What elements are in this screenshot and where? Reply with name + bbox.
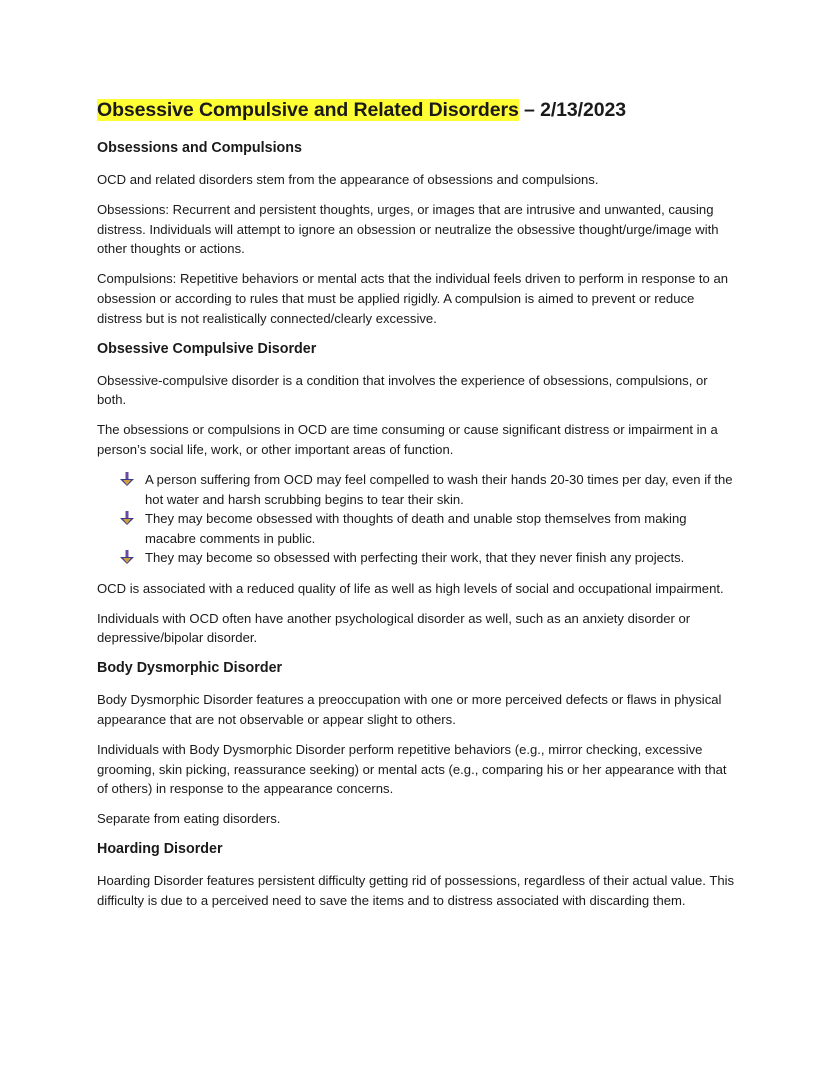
paragraph: OCD is associated with a reduced quality of life as well as high levels of social and occupational impairment. <box>97 580 724 596</box>
down-arrow-icon <box>120 472 134 487</box>
heading-ocd: Obsessive Compulsive Disorder <box>97 340 317 357</box>
paragraph: Hoarding Disorder features persistent difficulty getting rid of possessions, regardless of their actual value. This difficulty is due to a perceived need to save the items and to distress associated with discarding them. <box>97 873 735 908</box>
paragraph: OCD and related disorders stem from the appearance of obsessions and compulsions. <box>97 172 599 187</box>
heading-body-dysmorphic: Body Dysmorphic Disorder <box>97 660 283 677</box>
document-title <box>97 96 737 124</box>
paragraph: The obsessions or compulsions in OCD are time consuming or cause significant distress or impairment in a person’s social life, work, or other important areas of function. <box>97 422 718 457</box>
document-page <box>97 96 737 921</box>
paragraph: Body Dysmorphic Disorder features a preoccupation with one or more perceived defects or flaws in physical appearance that are not observable or appear slight to others. <box>97 692 722 727</box>
heading-hoarding: Hoarding Disorder <box>97 841 223 858</box>
list-item <box>118 548 737 568</box>
list-item-text: A person suffering from OCD may feel compelled to wash their hands 20-30 times per day, even if the hot water and harsh scrubbing begins to tear their skin. <box>145 472 733 507</box>
paragraph: Obsessive-compulsive disorder is a condition that involves the experience of obsessions, compulsions, or both. <box>97 372 708 408</box>
title-highlighted: Obsessive Compulsive and Related Disorders <box>97 99 519 121</box>
list-item <box>118 470 737 509</box>
paragraph: Obsessions: Recurrent and persistent thoughts, urges, or images that are intrusive and unwanted, causing distress. Individuals will attempt to ignore an obsession or neutralize the obsessive thought/urge/image with other thoughts or actions. <box>97 202 719 257</box>
paragraph: Individuals with OCD often have another psychological disorder as well, such as an anxiety disorder or depressive/bipolar disorder. <box>97 610 691 646</box>
paragraph: Individuals with Body Dysmorphic Disorder perform repetitive behaviors (e.g., mirror checking, excessive grooming, skin picking, reassurance seeking) or mental acts (e.g., comparing his or her appearance with that of others) in response to the appearance concerns. <box>97 741 727 797</box>
paragraph: Separate from eating disorders. <box>97 811 281 827</box>
list-item-text: They may become so obsessed with perfecting their work, that they never finish any projects. <box>145 550 685 566</box>
bullet-list <box>97 470 737 568</box>
title-date: – 2/13/2023 <box>518 99 626 121</box>
down-arrow-icon <box>120 511 134 526</box>
down-arrow-icon <box>120 550 134 565</box>
list-item <box>118 509 737 548</box>
list-item-text: They may become obsessed with thoughts of death and unable stop themselves from making macabre comments in public. <box>145 511 687 546</box>
paragraph: Compulsions: Repetitive behaviors or mental acts that the individual feels driven to perform in response to an obsession or according to rules that must be applied rigidly. A compulsion is aimed to prevent or reduce distress but is not realistically connected/clearly excessive. <box>97 271 729 326</box>
heading-obsessions-compulsions: Obsessions and Compulsions <box>97 140 302 156</box>
